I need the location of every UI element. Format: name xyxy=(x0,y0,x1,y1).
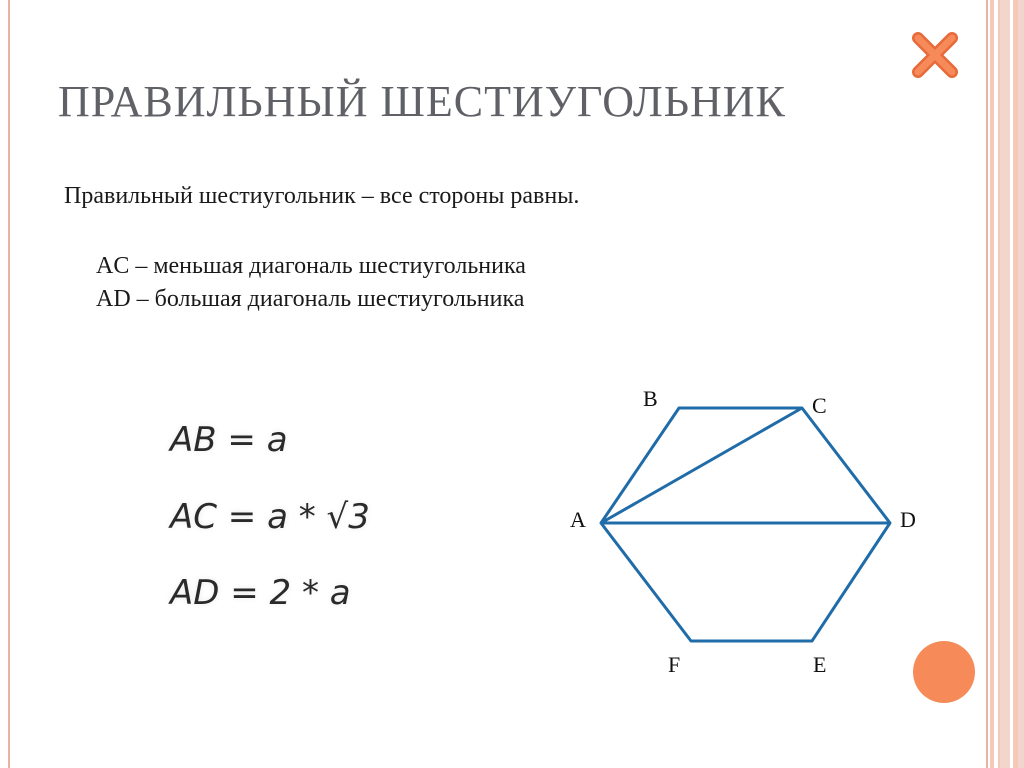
formula-ac: AC = a * √3 xyxy=(170,497,370,537)
vertex-label-f: F xyxy=(668,652,681,677)
vertex-label-a: A xyxy=(570,507,586,532)
vertex-label-e: E xyxy=(813,652,827,677)
vertex-label-b: B xyxy=(643,386,658,411)
formula-ad: AD = 2 * a xyxy=(170,573,351,613)
decorative-stripes xyxy=(988,0,1024,768)
hexagon-diagram xyxy=(560,380,940,680)
diagonal-ac-text: AC – меньшая диагональ шестиугольника xyxy=(96,253,526,279)
vertex-label-d: D xyxy=(900,507,916,532)
close-icon[interactable] xyxy=(908,28,962,82)
formula-ab: AB = a xyxy=(170,420,288,460)
diagonal-ac-line xyxy=(601,408,802,523)
vertex-label-c: C xyxy=(812,393,827,418)
slide-title: ПРАВИЛЬНЫЙ ШЕСТИУГОЛЬНИК xyxy=(58,77,786,126)
definition-text: Правильный шестиугольник – все стороны равны. xyxy=(64,183,580,209)
diagonal-ad-text: AD – большая диагональ шестиугольника xyxy=(96,286,525,312)
